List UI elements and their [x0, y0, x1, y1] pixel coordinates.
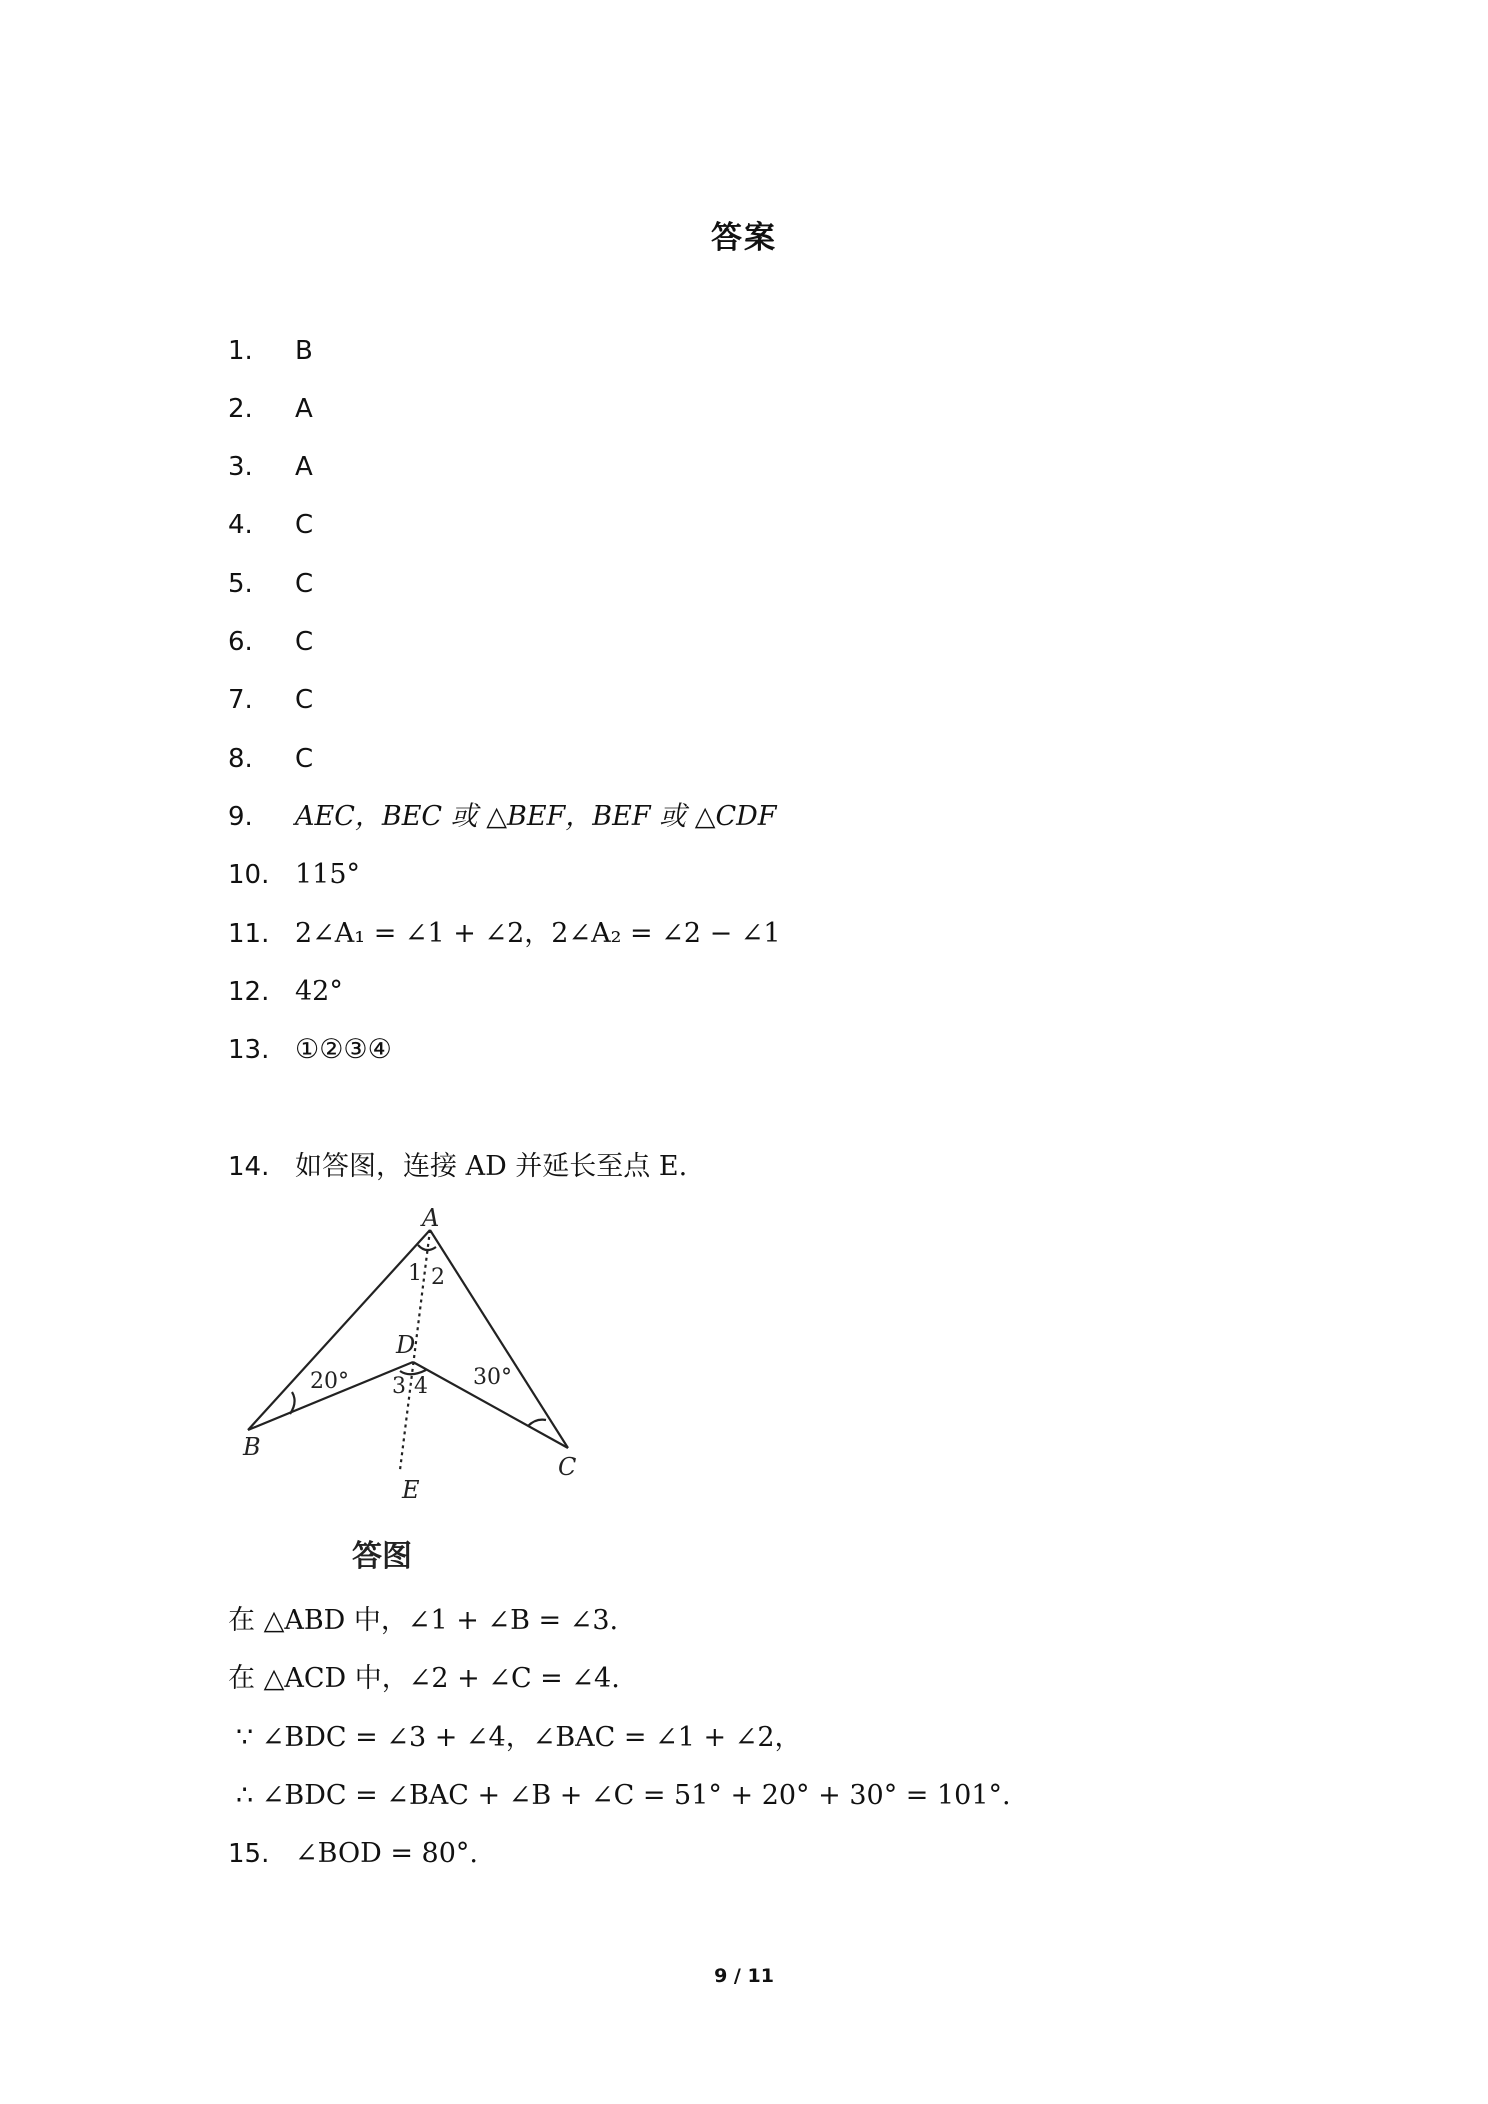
answer-row-9 [228, 800, 777, 834]
segment-ac [430, 1230, 568, 1448]
question-number: 1. [228, 336, 253, 366]
answer-text: C [295, 744, 314, 774]
question-number: 8. [228, 744, 253, 774]
answer-row-4 [228, 508, 313, 542]
answer-text: 如答图，连接 AD 并延长至点 E. [295, 1151, 688, 1182]
answer-text: ∠BOD = 80°. [295, 1838, 478, 1869]
figure-caption: 答图 [352, 1539, 412, 1574]
solution-line-2: 在 △ACD 中，∠2 + ∠C = ∠4. [228, 1663, 620, 1694]
answer-text: C [295, 510, 314, 540]
geometry-figure [228, 1208, 598, 1588]
answer-text: 42° [295, 976, 343, 1007]
question-number: 11. [228, 919, 270, 949]
answer-text: C [295, 569, 314, 599]
segment-ab [248, 1230, 430, 1430]
question-number: 6. [228, 627, 253, 657]
answer-text: 115° [295, 859, 361, 890]
question-number: 5. [228, 569, 253, 599]
question-number: 3. [228, 452, 253, 482]
answer-row-13 [228, 1033, 392, 1067]
label-e: E [402, 1476, 420, 1504]
answer-text: C [295, 685, 314, 715]
answer-text: 2∠A₁ = ∠1 + ∠2，2∠A₂ = ∠2 − ∠1 [295, 918, 781, 949]
answer-row-1 [228, 334, 313, 368]
question-number: 7. [228, 685, 253, 715]
answer-text: A [295, 452, 313, 482]
solution-line-1: 在 △ABD 中，∠1 + ∠B = ∠3. [228, 1605, 619, 1636]
answer-row-11 [228, 917, 781, 951]
answer-row-3 [228, 450, 313, 484]
label-d: D [396, 1331, 416, 1359]
label-c: C [558, 1453, 577, 1481]
answer-text: ①②③④ [295, 1034, 392, 1065]
solution-line-3: ∵ ∠BDC = ∠3 + ∠4，∠BAC = ∠1 + ∠2， [236, 1722, 802, 1753]
answer-row-12 [228, 975, 343, 1009]
question-number: 15. [228, 1839, 270, 1869]
answer-text: A [295, 394, 313, 424]
answer-text: C [295, 627, 314, 657]
answer-row-2 [228, 392, 313, 426]
answer-row-6 [228, 625, 313, 659]
angle-label-b: 20° [310, 1369, 349, 1394]
solution-line-4: ∴ ∠BDC = ∠BAC + ∠B + ∠C = 51° + 20° + 30° = 101°. [236, 1780, 1011, 1811]
question-number: 13. [228, 1035, 270, 1065]
angle-label-3: 3 [392, 1374, 406, 1399]
answer-row-5 [228, 567, 313, 601]
question-number: 2. [228, 394, 253, 424]
answer-row-15 [228, 1837, 478, 1871]
answer-text: AEC，BEC 或 △BEF，BEF 或 △CDF [295, 801, 777, 832]
label-a: A [422, 1208, 440, 1232]
label-b: B [243, 1433, 261, 1461]
answer-row-14 [228, 1150, 687, 1184]
angle-arc-c [528, 1420, 546, 1426]
angle-label-c: 30° [473, 1365, 512, 1390]
question-number: 14. [228, 1152, 270, 1182]
question-number: 4. [228, 510, 253, 540]
question-number: 12. [228, 977, 270, 1007]
question-number: 10. [228, 860, 270, 890]
answer-text: B [295, 336, 313, 366]
angle-label-4: 4 [414, 1374, 428, 1399]
question-number: 9. [228, 802, 253, 832]
page-title: 答案 [711, 220, 777, 256]
answer-row-10 [228, 858, 360, 892]
angle-label-1: 1 [408, 1261, 422, 1286]
answer-row-8 [228, 742, 313, 776]
angle-label-2: 2 [431, 1265, 445, 1290]
figure-svg [228, 1208, 598, 1588]
page-number: 9 / 11 [714, 1965, 774, 1987]
answer-row-7 [228, 683, 313, 717]
